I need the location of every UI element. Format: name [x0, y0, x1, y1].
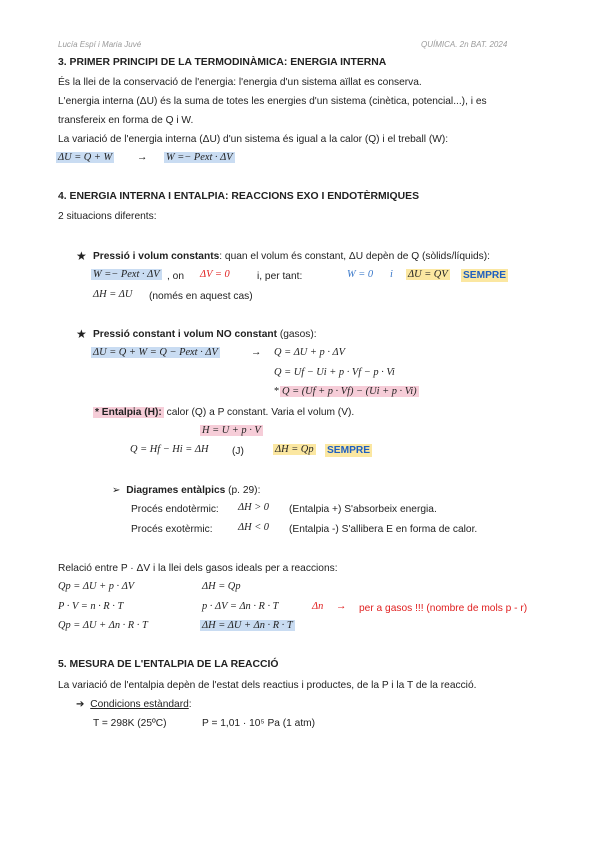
arrowhead-bullet-icon: ➢	[112, 485, 127, 496]
exothermic-label: Procés exotèrmic:	[131, 524, 213, 535]
work-equation: W =− Pext · ΔV	[166, 152, 233, 163]
arrow-bullet-icon: ➔	[76, 699, 85, 710]
relation-intro: Relació entre P · ΔV i la llei dels gasos ideals per a reaccions:	[58, 563, 338, 574]
first-law-equation: ΔU = Q + W	[58, 152, 113, 163]
enthalpy-definition	[93, 406, 354, 419]
star-bullet-icon: ★	[76, 249, 87, 263]
standard-conditions-colon: :	[188, 699, 192, 710]
q-delta-h-eq: Q = Hf − Hi = ΔH	[130, 444, 209, 455]
dh-qp-eq: ΔH = Qp	[275, 444, 314, 455]
case2-desc: (gasos):	[276, 329, 317, 340]
endothermic-desc: (Entalpia +) S'absorbeix energia.	[289, 504, 437, 515]
relation-dh-du-dn: ΔH = ΔU + Δn · R · T	[202, 620, 293, 631]
header-authors: Lucía Espí i Maria Juvé	[58, 40, 142, 49]
standard-pressure: P = 1,01 · 10⁵ Pa (1 atm)	[202, 718, 316, 729]
endothermic-eq: ΔH > 0	[238, 502, 270, 513]
case1-sempre-badge: SEMPRE	[463, 270, 507, 281]
case1-du-qv: ΔU = QV	[408, 269, 448, 280]
section-4-title: 4. ENERGIA INTERNA I ENTALPIA: REACCIONS EXO I ENDOTÈRMIQUES	[58, 191, 420, 202]
case1-title: Pressió i volum constants	[93, 251, 220, 262]
section-4-intro: 2 situacions diferents:	[58, 211, 157, 222]
case1-work-eq: W =− Pext · ΔV	[93, 269, 160, 280]
enthalpy-label: * Entalpia (H):	[95, 407, 162, 418]
section-3-line1: És la llei de la conservació de l'energia: l'energia d'un sistema aïllat es conserva.	[58, 77, 422, 88]
case1-w-zero: W = 0	[347, 269, 374, 280]
section-3-line3: transfereix en forma de Q i W.	[58, 115, 194, 126]
delta-n: Δn	[312, 601, 324, 612]
diagrams-page: (p. 29):	[225, 485, 261, 496]
section-5-title: 5. MESURA DE L'ENTALPIA DE LA REACCIÓ	[58, 659, 279, 670]
section-3-title: 3. PRIMER PRINCIPI DE LA TERMODINÀMICA: ENERGIA INTERNA	[58, 57, 387, 68]
standard-conditions-heading	[76, 698, 192, 711]
case2-star: *	[274, 386, 280, 397]
arrow-icon: →	[137, 152, 148, 163]
exothermic-desc: (Entalpia -) S'allibera E en forma de calor.	[289, 524, 478, 535]
gas-note: per a gasos !!! (nombre de mols p - r)	[359, 603, 528, 614]
case1-dv-zero: ΔV = 0	[200, 269, 230, 280]
case1-per-tant: i, per tant:	[257, 271, 303, 282]
case2-title: Pressió constant i volum NO constant	[93, 329, 277, 340]
section-5-line1: La variació de l'entalpia depèn de l'estat dels reactius i productes, de la P i la T de la reacció.	[58, 680, 477, 691]
case2-heading	[93, 328, 317, 341]
enthalpy-formula: H = U + p · V	[202, 425, 261, 436]
relation-qp-eq: Qp = ΔU + p · ΔV	[58, 581, 135, 592]
arrow-icon: →	[251, 347, 262, 358]
star-bullet-icon: ★	[76, 327, 87, 341]
relation-qp-dn: Qp = ΔU + Δn · R · T	[58, 620, 148, 631]
standard-temperature: T = 298K (25ºC)	[93, 718, 167, 729]
arrow-icon: →	[336, 601, 347, 612]
section-3-line4: La variació de l'energia interna (ΔU) d'un sistema és igual a la calor (Q) i el treball (W):	[58, 134, 449, 145]
case1-on: , on	[167, 271, 184, 282]
case1-dh-eq: ΔH = ΔU	[93, 289, 133, 300]
diagrams-title: Diagrames entàlpics	[126, 485, 226, 496]
ideal-gas-law: P · V = n · R · T	[58, 601, 124, 612]
enthalpy-desc: calor (Q) a P constant. Varia el volum (V).	[163, 407, 355, 418]
section-3-line2: L'energia interna (ΔU) és la suma de totes les energies d'un sistema (cinètica, potencial...), i es	[58, 96, 487, 107]
case2-q-expanded: Q = Uf − Ui + p · Vf − p · Vi	[274, 367, 395, 378]
case1-desc: : quan el volum és constant, ΔU depèn de Q (sòlids/líquids):	[219, 251, 490, 262]
case2-q-grouped: Q = (Uf + p · Vf) − (Ui + p · Vi)	[282, 386, 417, 397]
case2-energy-eq: ΔU = Q + W = Q − Pext · ΔV	[93, 347, 218, 358]
diagrams-heading	[112, 484, 260, 497]
case1-heading	[93, 250, 490, 263]
case2-q-eq: Q = ΔU + p · ΔV	[274, 347, 345, 358]
standard-conditions-title: Condicions estàndard	[90, 699, 189, 710]
case1-i: i	[390, 269, 393, 280]
case1-dh-note: (només en aquest cas)	[149, 291, 253, 302]
p-dv-eq: p · ΔV = Δn · R · T	[202, 601, 279, 612]
exothermic-eq: ΔH < 0	[238, 522, 270, 533]
endothermic-label: Procés endotèrmic:	[131, 504, 219, 515]
relation-dh-qp: ΔH = Qp	[202, 581, 241, 592]
case2-sempre-badge: SEMPRE	[327, 445, 371, 456]
header-course: QUÍMICA. 2n BAT. 2024	[421, 40, 508, 49]
joule-unit: (J)	[232, 446, 244, 457]
